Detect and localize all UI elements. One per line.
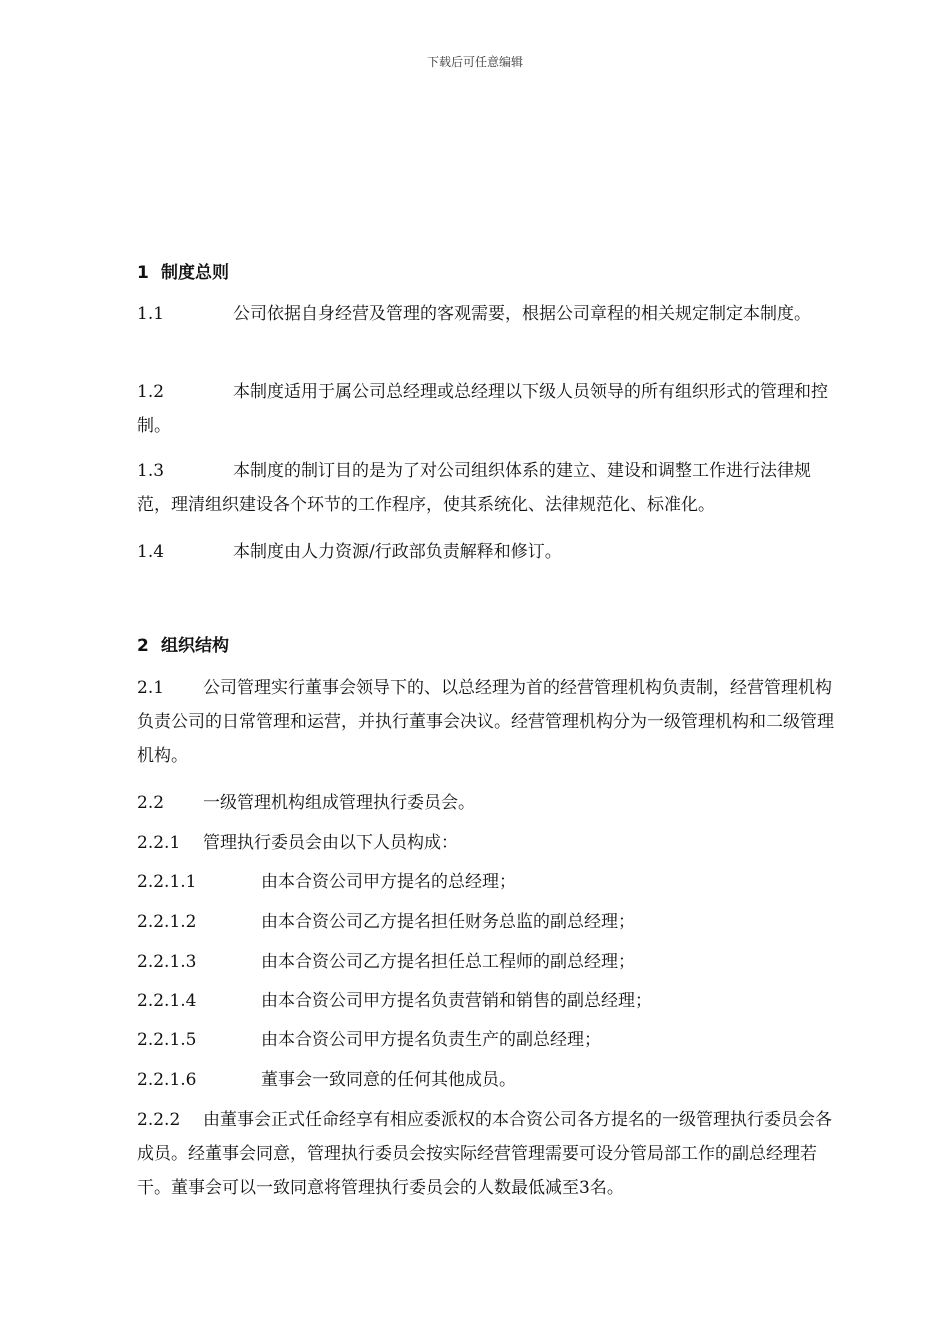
section-2-heading: [137, 631, 229, 656]
clause-text: 公司依据自身经营及管理的客观需要，根据公司章程的相关规定制定本制度。: [233, 304, 811, 324]
clause-text: 一级管理机构组成管理执行委员会。: [203, 793, 475, 813]
clause-2-2-1: [137, 826, 837, 860]
clause-number: 1.1: [137, 304, 165, 324]
clause-2-2: [137, 786, 837, 820]
clause-1-1: [137, 297, 837, 331]
clause-text: 由本合资公司甲方提名负责生产的副总经理；: [261, 1030, 601, 1050]
clause-2-1: [137, 671, 837, 773]
clause-2-2-1-2: [137, 905, 837, 939]
clause-text: 由董事会正式任命经享有相应委派权的本合资公司各方提名的一级管理执行委员会各成员。经董事会同意，管理执行委员会按实际经营管理需要可设分管局部工作的副总经理若干。董事会可以一致同意将管理执行委员会的人数最低减至3名。: [137, 1110, 832, 1198]
clause-number: 2.2: [137, 793, 165, 813]
clause-number: 2.2.1.2: [137, 912, 197, 932]
clause-text: 由本合资公司甲方提名负责营销和销售的副总经理；: [261, 991, 652, 1011]
clause-text: 由本合资公司甲方提名的总经理；: [261, 872, 516, 892]
clause-2-2-1-4: [137, 984, 837, 1018]
page-header-note: 下载后可任意编辑: [426, 55, 523, 69]
clause-number: 2.2.1.5: [137, 1030, 197, 1050]
clause-number: 2.2.1.6: [137, 1070, 197, 1090]
section-1-number: 1: [137, 263, 149, 283]
section-1-heading: [137, 258, 229, 283]
clause-number: 2.2.1.4: [137, 991, 197, 1011]
section-2-title: 组织结构: [161, 636, 229, 656]
clause-text: 由本合资公司乙方提名担任财务总监的副总经理；: [261, 912, 635, 932]
clause-text: 本制度适用于属公司总经理或总经理以下级人员领导的所有组织形式的管理和控制。: [137, 382, 828, 436]
clause-2-2-1-6: [137, 1063, 837, 1097]
clause-number: 2.2.2: [137, 1110, 181, 1130]
clause-text: 管理执行委员会由以下人员构成：: [203, 833, 458, 853]
clause-text: 由本合资公司乙方提名担任总工程师的副总经理；: [261, 952, 635, 972]
clause-number: 1.3: [137, 461, 165, 481]
clause-text: 董事会一致同意的任何其他成员。: [261, 1070, 516, 1090]
clause-2-2-1-3: [137, 945, 837, 979]
clause-2-2-2: [137, 1103, 837, 1205]
clause-number: 1.4: [137, 542, 165, 562]
clause-2-2-1-1: [137, 865, 837, 899]
section-1-title: 制度总则: [161, 263, 229, 283]
clause-1-3: [137, 454, 837, 522]
clause-text: 本制度的制订目的是为了对公司组织体系的建立、建设和调整工作进行法律规范，理清组织建设各个环节的工作程序，使其系统化、法律规范化、标准化。: [137, 461, 811, 515]
clause-number: 2.2.1: [137, 833, 181, 853]
clause-text: 本制度由人力资源/行政部负责解释和修订。: [233, 542, 562, 562]
clause-number: 2.2.1.3: [137, 952, 197, 972]
clause-number: 2.2.1.1: [137, 872, 197, 892]
section-2-number: 2: [137, 636, 149, 656]
clause-number: 2.1: [137, 678, 165, 698]
clause-2-2-1-5: [137, 1023, 837, 1057]
clause-number: 1.2: [137, 382, 165, 402]
clause-1-2: [137, 375, 837, 443]
clause-1-4: [137, 535, 837, 569]
clause-text: 公司管理实行董事会领导下的、以总经理为首的经营管理机构负责制，经营管理机构负责公司的日常管理和运营，并执行董事会决议。经营管理机构分为一级管理机构和二级管理机构。: [137, 678, 834, 766]
